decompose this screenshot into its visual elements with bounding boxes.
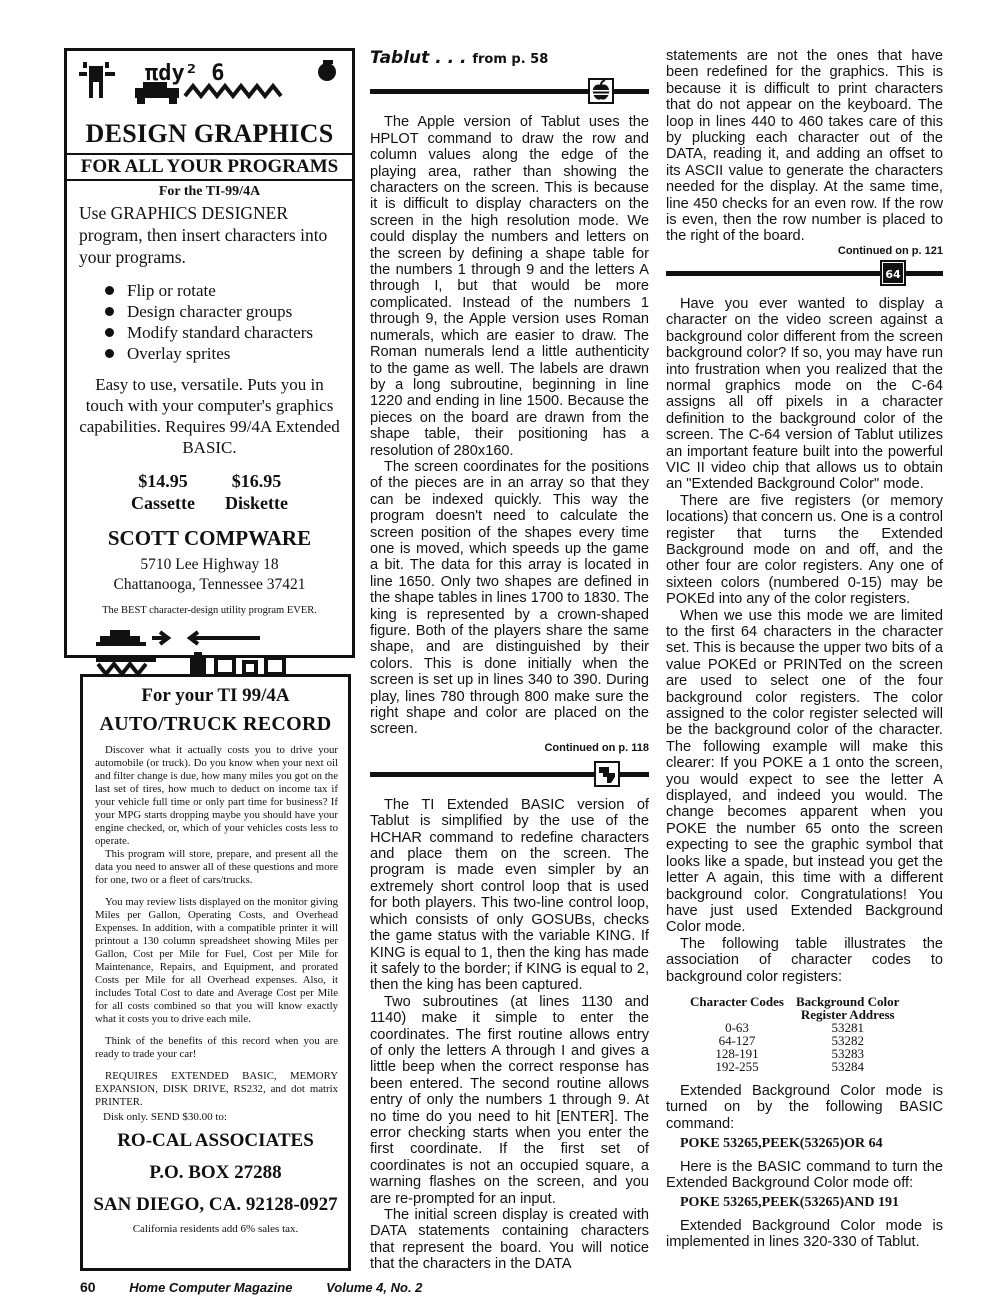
continued-line: Continued on p. 121 <box>837 244 943 257</box>
ti-paragraph: The initial screen display is created with DATA statements containing characters that represent the board. You will notice that the characters in the DATA <box>370 1207 649 1273</box>
table-header: Background Color Register Address <box>796 993 900 1022</box>
feature-item: Flip or rotate <box>105 280 352 301</box>
ad-pixel-logo <box>67 57 352 107</box>
table-row: 0-63 53281 <box>725 1019 864 1035</box>
ad-logo-text: πdy² 6 <box>144 61 224 86</box>
ad2-company: RO-CAL ASSOCIATES <box>117 1130 314 1151</box>
ad-body: Use GRAPHICS DESIGNER program, then insert characters into your programs. <box>79 203 328 267</box>
ad-company: SCOTT COMPWARE <box>107 526 312 550</box>
auto-truck-record-ad <box>80 674 351 1271</box>
apple-paragraph: The Apple version of Tablut uses the HPLOT command to draw the row and column values along the edge of the playing area, rather than showing the characters on the screen. This is because it is difficult to display characters on the screen in the high resolution mode. We could display the numbers and letters on the screen by defining a shape table for the numbers 1 through 9 and the letters A through I, but that would be more complicated. Instead of the numbers 1 through 9, the Apple version uses Roman numerals, which are easier to draw. The Roman numerals lend a little authenticity to the game as well. The labels are drawn by a long subroutine, beginning in line 1220 and ending in line 1500. Because the pieces on the board are drawn from the shape table, their positioning has a resolution of 280x160. <box>370 114 649 459</box>
ad2-tax-note: California residents add 6% sales tax. <box>132 1223 299 1235</box>
register-table <box>684 995 905 1073</box>
feature-item: Modify standard characters <box>105 322 352 343</box>
article-title-text: Tablut . . . <box>370 48 467 68</box>
price-format: Diskette <box>225 493 288 513</box>
ad-address-2: Chattanooga, Tennessee 37421 <box>113 576 306 593</box>
ti-logo-icon <box>594 761 620 787</box>
price-diskette <box>225 470 288 514</box>
ad2-paragraph: Discover what it actually costs you to drive your automobile (or truck). Do you know when your next oil and filter change is due, how many miles you got on the last set of tires, how much to deduct on income tax if your vehicle full time or only part time for business? If your MPG starts dropping maybe you should have your engine checked, or, which of your vehicles costs less to operate. <box>95 744 338 847</box>
table-row: 192-255 53284 <box>715 1058 864 1074</box>
article-column-3 <box>666 48 943 1251</box>
ti-paragraph: The TI Extended BASIC version of Tablut is simplified by the use of the HCHAR command to redefine characters and place them on the screen. The program is made even simpler by an extremely short control loop that is used for both players. This two-line control loop, which consists of only GOSUBs, checks the game status with the variable KING. If KING is equal to 1, then the king has made it safely to the border; if KING is equal to 2, then the king has been captured. <box>370 796 649 994</box>
ad-subheadline: FOR ALL YOUR PROGRAMS <box>67 153 352 181</box>
volume-info: Volume 4, No. 2 <box>326 1280 423 1295</box>
feature-list <box>67 280 352 364</box>
table-row: 128-191 53283 <box>715 1045 864 1061</box>
ad2-pobox: P.O. BOX 27288 <box>149 1162 282 1183</box>
c64-paragraph: There are five registers (or memory locations) that concern us. One is a control register that turns the Extended Background mode on and off, and the other four are color registers. Any one of sixteen colors (numbered 0-15) may be POKEd into any of the color registers. <box>666 492 943 608</box>
ad-tagline: The BEST character-design utility program EVER. <box>102 605 317 616</box>
ad2-body <box>83 744 348 1109</box>
ad2-heading-2: AUTO/TRUCK RECORD <box>99 713 332 735</box>
ad-platform: For the TI-99/4A <box>158 184 261 199</box>
price-value: $14.95 <box>138 471 188 491</box>
ad2-paragraph: REQUIRES EXTENDED BASIC, MEMORY EXPANSION, DISK DRIVE, RS232, and dot matrix PRINTER. <box>95 1070 338 1108</box>
article-column-2 <box>370 50 649 1273</box>
ad2-paragraph: You may review lists displayed on the monitor giving Miles per Gallon, Operating Costs, and Overhead Expenses. In addition, with a compatible printer it will printout a 130 column spreadsheet showing Miles per Gallon, Cost per Mile for Fuel, Cost per Mile for Maintenance, Repairs, and Equipment, and prorated Costs per Mile for all Overhead expenses. Also, it includes Total Cost to date and Average Cost per Mile for all costs combined so that you will know exactly what it costs you to drive each mile. <box>95 896 338 1025</box>
c64-paragraph: Here is the BASIC command to turn the Extended Background Color mode off: <box>666 1158 943 1191</box>
price-format: Cassette <box>131 493 195 513</box>
table-header-row <box>684 995 905 1021</box>
basic-command-on: POKE 53265,PEEK(53265)OR 64 <box>680 1136 883 1152</box>
article-title <box>370 50 649 68</box>
c64-paragraph: The following table illustrates the association of character codes to background color registers: <box>666 935 943 985</box>
page-number: 60 <box>80 1279 96 1295</box>
magazine-name: Home Computer Magazine <box>129 1280 293 1295</box>
price-block <box>67 470 352 514</box>
article-title-from: from p. 58 <box>472 52 549 67</box>
c64-paragraph: Extended Background Color mode is turned on by the following BASIC command: <box>666 1082 943 1132</box>
continued-line: Continued on p. 118 <box>544 741 649 754</box>
page-footer <box>80 1279 422 1295</box>
price-value: $16.95 <box>231 471 282 491</box>
price-cassette <box>131 470 195 514</box>
ti-section-divider <box>370 761 649 787</box>
apple-logo-icon <box>588 78 614 104</box>
c64-logo-icon <box>880 260 906 286</box>
ti-paragraph-continued: statements are not the ones that have been redefined for the graphics. This is because it is difficult to print characters that do not appear on the keyboard. The loop in lines 440 to 460 takes care of this by plucking each character out of the DATA, reading it, and adding an offset to its ASCII value to generate the characters needed for the display. At the same time, line 450 checks for an even row. If the row is even, then the row number is placed to the right of the board. <box>666 48 943 245</box>
table-header: Character Codes <box>690 993 784 1009</box>
c64-paragraph: When we use this mode we are limited to the first 64 characters in the character set. This is because the upper two bits of a value POKEd or PRINTed on the screen are used to select one of the four background color registers. The color assigned to the color register selected will be the background color of the character. The following example will make this clearer: If you POKE a 1 onto the screen, you would expect to see the letter A displayed, and indeed you would. The change becomes apparent when you POKE the number 65 onto the screen expecting to see the graphic symbol that looks like a spade, but instead you get the letter A again, this time with a different background color. Congratulations! You have just used Extended Background Color mode. <box>666 607 943 936</box>
feature-item: Overlay sprites <box>105 343 352 364</box>
svg-text:64: 64 <box>885 267 901 281</box>
apple-section-divider <box>370 78 649 104</box>
feature-item: Design character groups <box>105 301 352 322</box>
pixel-art-icon <box>90 628 330 676</box>
ad2-paragraph: Think of the benefits of this record when you are ready to trade your car! <box>95 1035 338 1060</box>
apple-paragraph: The screen coordinates for the positions of the pieces are in an array so that they can be indexed quickly. This way the program doesn't need to calculate the screen position of the shapes every time one is moved, which speeds up the game a bit. The data for this array is located in line 1650. Only two shapes are defined in the shape tables in lines 1700 to 1830. The king is represented by a crown-shaped figure. Both of the players share the same shape, and are distinguished by their colors. This is done initially when the screen is set up in lines 340 to 390. During play, lines 780 through 800 make sure the right shape and color are placed on the screen. <box>370 458 649 738</box>
ad-headline: DESIGN GRAPHICS <box>85 119 334 148</box>
basic-command-off: POKE 53265,PEEK(53265)AND 191 <box>680 1195 899 1211</box>
ad2-city: SAN DIEGO, CA. 92128-0927 <box>93 1194 338 1215</box>
pixel-art-icon <box>75 58 345 106</box>
ad-address-1: 5710 Lee Highway 18 <box>140 556 279 573</box>
ad-pixel-footer <box>67 628 352 676</box>
design-graphics-ad <box>64 48 355 658</box>
ti-paragraph: Two subroutines (at lines 1130 and 1140) make it simple to enter the coordinates. The first routine allows entry of only the letters A through I and gives a little beep when the correct response has been entered. The second routine allows entry of only the numbers 1 through 9. At no time do you need to hit [ENTER]. The error checking starts when you enter the first coordinate. If the first set of coordinates is not an occupied square, a warning flashes on the screen, and you are re-prompted for an input. <box>370 993 649 1207</box>
ad2-order-line: Disk only. SEND $30.00 to: <box>103 1111 227 1123</box>
c64-section-divider <box>666 260 943 286</box>
ad2-heading-1: For your TI 99/4A <box>141 685 290 706</box>
ad2-paragraph: This program will store, prepare, and present all the data you need to answer all of these questions and more for one, two or a fleet of cars/trucks. <box>95 848 338 886</box>
table-row: 64-127 53282 <box>718 1032 864 1048</box>
c64-paragraph: Extended Background Color mode is implemented in lines 320-330 of Tablut. <box>666 1217 943 1251</box>
c64-paragraph: Have you ever wanted to display a character on the video screen against a background color different from the screen background color? If so, you may have run into frustration when you realized that the normal graphics mode on the C-64 assigns all off pixels in a character definition to the background color of the screen. The C-64 version of Tablut utilizes an important feature built into the powerful VIC II video chip that allows us to obtain an "Extended Background Color" mode. <box>666 295 943 493</box>
ad-blurb: Easy to use, versatile. Puts you in touch with your computer's graphics capabilities. Requires 99/4A Extended BASIC. <box>79 375 340 457</box>
